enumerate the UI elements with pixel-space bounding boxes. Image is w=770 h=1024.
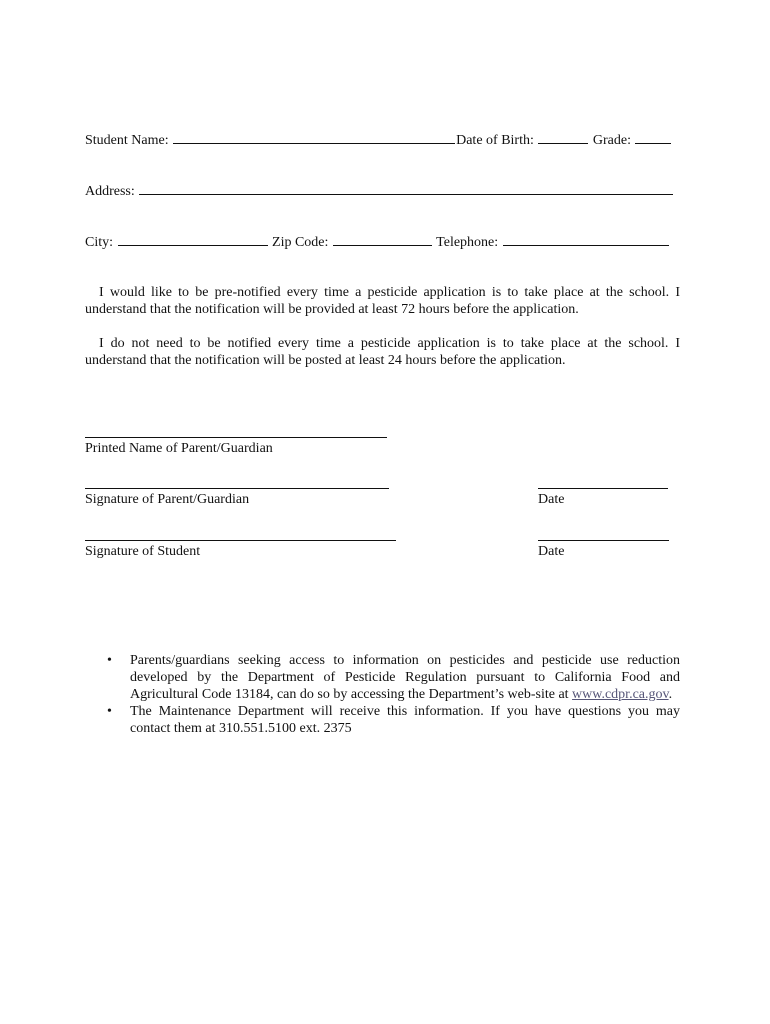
dob-field[interactable] [538,130,588,144]
note-1-end: . [668,687,673,702]
notes-list [107,652,680,737]
city-row [85,232,670,252]
student-name-field[interactable] [173,130,455,144]
student-info-row [85,130,672,150]
cdpr-website-link[interactable]: www.cdpr.ca.gov [572,687,669,702]
student-date-line[interactable] [538,540,669,541]
student-name-label: Student Name: [85,133,169,148]
printed-name-line[interactable] [85,437,387,438]
telephone-label: Telephone: [436,235,499,250]
grade-field[interactable] [635,130,671,144]
dob-label: Date of Birth: [456,133,534,148]
parent-signature-line[interactable] [85,488,389,489]
student-signature-line[interactable] [85,540,396,541]
zip-label: Zip Code: [272,235,329,250]
telephone-field[interactable] [503,232,669,246]
student-date-label: Date [538,544,565,559]
bullet-icon: • [107,653,112,668]
prenotify-option: I would like to be pre-notified every time a pesticide application is to take place at the school. I understand that the notification will be provided at least 72 hours before the application. [85,285,680,317]
note-1-text: Parents/guardians seeking access to information on pesticides and pesticide use reduction developed by the Department of Pesticide Regulation pursuant to California Food and Agricultural Code 13184, can do so by accessing the Department’s web-site at [130,653,680,702]
address-field[interactable] [139,181,673,195]
address-label: Address: [85,184,135,199]
city-field[interactable] [118,232,268,246]
address-row [85,181,674,201]
list-item [107,703,680,737]
grade-label: Grade: [592,133,631,148]
zip-field[interactable] [333,232,432,246]
parent-date-line[interactable] [538,488,668,489]
bullet-icon: • [107,704,112,719]
parent-date-label: Date [538,492,565,507]
list-item [107,652,680,703]
student-signature-label: Signature of Student [85,544,201,559]
note-2-text: The Maintenance Department will receive this information. If you have questions you may contact them at 310.551.5100 ext. 2375 [130,704,680,736]
printed-name-label: Printed Name of Parent/Guardian [85,441,273,456]
no-notify-option: I do not need to be notified every time a pesticide application is to take place at the school. I understand that the notification will be posted at least 24 hours before the application. [85,336,680,368]
city-label: City: [85,235,114,250]
parent-signature-label: Signature of Parent/Guardian [85,492,250,507]
